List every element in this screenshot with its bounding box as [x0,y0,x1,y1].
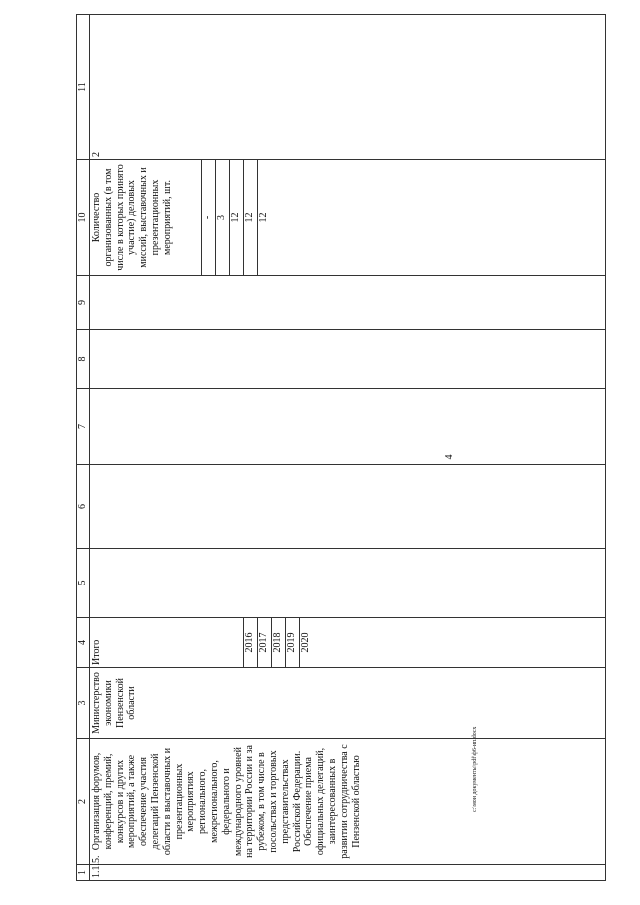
year-2017: 2017 [257,618,271,667]
indicator-value-2017: 3 [215,160,229,275]
measure-description [90,739,606,865]
col-7-cell [90,389,606,465]
indicator-value-2020: 12 [257,160,271,275]
year-2020: 2020 [299,618,313,667]
header-col-5: 5 [77,549,90,618]
indicator-value-2016: - [201,160,215,275]
header-col-3: 3 [77,668,90,739]
table-row [90,15,606,881]
year-2019: 2019 [285,618,299,667]
indicator-values [201,160,271,275]
year-2016: 2016 [243,618,257,667]
indicator-text: Количество организованных (в том числе в которых принято участие) деловых миссий, выставочных и презентационных мероприятий, шт. [91,164,173,271]
total-label: Итого [91,639,102,665]
rotated-table-page [76,26,606,881]
col-11-value: 2 [90,15,606,160]
program-table [76,14,606,881]
executor [90,668,606,739]
header-col-8: 8 [77,330,90,389]
page-number: 4 [444,454,455,460]
header-col-10: 10 [77,160,90,276]
col-8-cell [90,330,606,389]
row-number: 1.1.5. [90,865,606,881]
header-col-4: 4 [77,618,90,668]
header-col-11: 11 [77,15,90,160]
funding-period [90,618,606,668]
col-9-cell [90,276,606,330]
header-col-6: 6 [77,465,90,549]
measure-description-text: Организация форумов, конференций, премий, конкурсов и других мероприятий, а также обеспечение участия делегаций Пензенской области в выставочных и презентационных мероприятиях регионального, межрегионального, федерального и международного уровней на территории России и за рубежом, в том числе в посольствах и торговых представительствах Российской Федерации. Обеспечение приема официальных делегаций, заинтересованных в развитии сотрудничества с Пензенской областью [91,744,362,859]
col-6-cell [90,465,606,549]
footer-file-path: c:\мои документы\pdf\ф6-ип.docx [472,726,478,812]
indicator-value-2019: 12 [243,160,257,275]
col-5-cell [90,549,606,618]
indicator [90,160,606,276]
header-col-1: 1 [77,865,90,881]
executor-text: Министерство экономики Пензенской области [91,672,138,734]
year-2018: 2018 [271,618,285,667]
header-col-7: 7 [77,389,90,465]
indicator-value-2018: 12 [229,160,243,275]
header-row [77,15,90,881]
header-col-9: 9 [77,276,90,330]
header-col-2: 2 [77,739,90,865]
